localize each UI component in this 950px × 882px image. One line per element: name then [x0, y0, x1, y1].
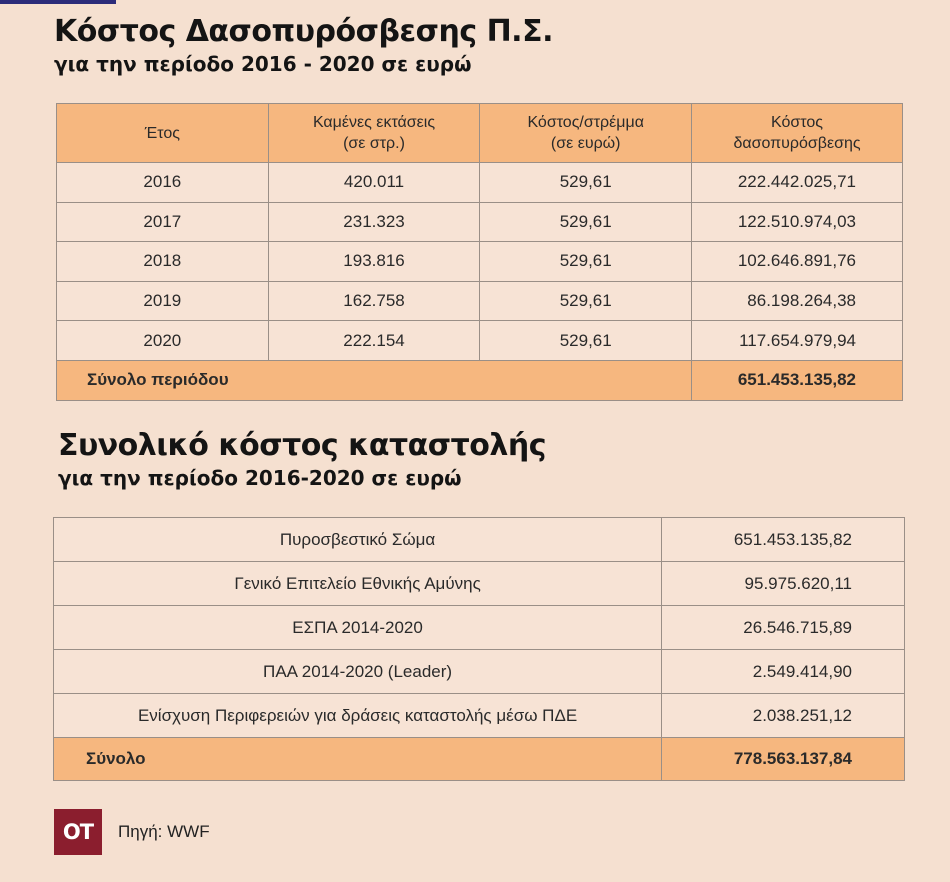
cell-amount: 2.549.414,90	[662, 650, 905, 694]
cell-cost-per-stremma: 529,61	[480, 321, 692, 361]
page-subtitle: για την περίοδο 2016 - 2020 σε ευρώ	[54, 52, 472, 76]
cell-cost-per-stremma: 529,61	[480, 242, 692, 282]
cell-source: Γενικό Επιτελείο Εθνικής Αμύνης	[54, 562, 662, 606]
cell-amount: 26.546.715,89	[662, 606, 905, 650]
cell-source: ΠΑΑ 2014-2020 (Leader)	[54, 650, 662, 694]
top-accent-bar	[0, 0, 116, 4]
cell-burned-area: 222.154	[268, 321, 480, 361]
cell-year: 2016	[57, 163, 269, 203]
cell-cost-per-stremma: 529,61	[480, 202, 692, 242]
total-label: Σύνολο	[54, 738, 662, 781]
firefighting-cost-table	[56, 103, 903, 401]
table-header-row	[57, 104, 903, 163]
cell-cost-per-stremma: 529,61	[480, 281, 692, 321]
cell-burned-area: 162.758	[268, 281, 480, 321]
cell-source: Πυροσβεστικό Σώμα	[54, 518, 662, 562]
cell-source: Ενίσχυση Περιφερειών για δράσεις καταστολής μέσω ΠΔΕ	[54, 694, 662, 738]
header-cost-per-stremma: Κόστος/στρέμμα (σε ευρώ)	[480, 104, 692, 163]
cell-amount: 95.975.620,11	[662, 562, 905, 606]
section-title: Συνολικό κόστος καταστολής	[58, 428, 547, 463]
cell-firefighting-cost: 102.646.891,76	[692, 242, 903, 282]
cell-year: 2020	[57, 321, 269, 361]
total-label: Σύνολο περιόδου	[57, 360, 692, 400]
table-row	[57, 202, 903, 242]
cell-amount: 2.038.251,12	[662, 694, 905, 738]
cell-burned-area: 193.816	[268, 242, 480, 282]
table-row	[54, 606, 905, 650]
cell-firefighting-cost: 122.510.974,03	[692, 202, 903, 242]
cell-year: 2018	[57, 242, 269, 282]
section-title-suppression-cost	[58, 428, 546, 492]
cell-burned-area: 231.323	[268, 202, 480, 242]
cell-firefighting-cost: 222.442.025,71	[692, 163, 903, 203]
section-title-firefighting-cost	[54, 14, 553, 78]
cell-firefighting-cost: 117.654.979,94	[692, 321, 903, 361]
table-row	[54, 694, 905, 738]
suppression-cost-table	[53, 517, 905, 781]
table-row	[57, 321, 903, 361]
source-note: Πηγή: WWF	[118, 822, 210, 841]
cell-firefighting-cost: 86.198.264,38	[692, 281, 903, 321]
cell-source: ΕΣΠΑ 2014-2020	[54, 606, 662, 650]
total-value: 778.563.137,84	[662, 738, 905, 781]
cell-year: 2019	[57, 281, 269, 321]
ot-logo: OT	[54, 809, 102, 855]
header-year: Έτος	[57, 104, 269, 163]
table-row	[54, 562, 905, 606]
total-row	[54, 738, 905, 781]
footer	[54, 809, 210, 855]
total-row	[57, 360, 903, 400]
cell-cost-per-stremma: 529,61	[480, 163, 692, 203]
table-row	[54, 650, 905, 694]
cell-amount: 651.453.135,82	[662, 518, 905, 562]
header-firefighting-cost: Κόστος δασοπυρόσβεσης	[692, 104, 903, 163]
table-row	[57, 281, 903, 321]
cell-year: 2017	[57, 202, 269, 242]
cell-burned-area: 420.011	[268, 163, 480, 203]
header-burned-area: Καμένες εκτάσεις (σε στρ.)	[268, 104, 480, 163]
table-row	[54, 518, 905, 562]
section-subtitle: για την περίοδο 2016-2020 σε ευρώ	[58, 466, 462, 490]
total-value: 651.453.135,82	[692, 360, 903, 400]
table-row	[57, 242, 903, 282]
table-row	[57, 163, 903, 203]
page-title: Κόστος Δασοπυρόσβεσης Π.Σ.	[54, 14, 553, 49]
